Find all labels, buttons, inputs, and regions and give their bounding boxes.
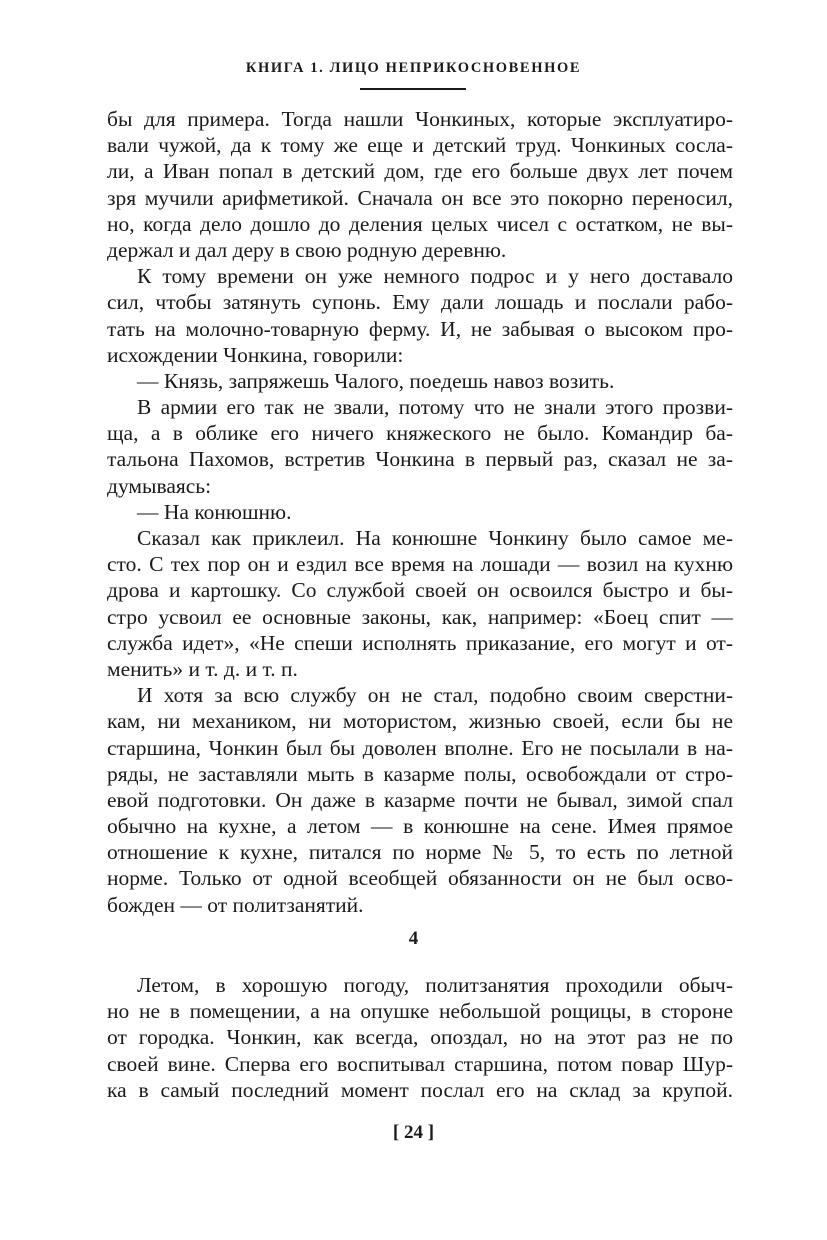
text-line: менить» и т. д. и т. п. [107,656,298,681]
text-line: старшина, Чонкин был бы доволен вполне. Его не посылали в на- [107,735,733,760]
text-line: кам, ни механиком, ни мотористом, жизнью своей, если бы не [107,709,733,734]
text-line: И хотя за всю службу он не стал, подобно своим сверстни- [137,683,733,708]
text-line: божден — от политзанятий. [107,892,364,917]
text-line: В армии его так не звали, потому что не знали этого прозви- [137,395,733,420]
text-line: держал и дал деру в свою родную деревню. [107,237,507,262]
text-line: Летом, в хорошую погоду, политзанятия проходили обыч- [137,973,733,997]
text-line: норме. Только от одной всеобщей обязанности он не был осво- [107,866,733,891]
running-title: КНИГА 1. ЛИЦО НЕПРИКОСНОВЕННОЕ [245,60,582,76]
text-line: сил, чтобы затянуть супонь. Ему дали лошадь и послали рабо- [107,290,733,315]
text-line: исхождении Чонкина, говорили: [107,342,404,367]
text-line: обычно на кухне, а летом — в конюшне на сене. Имея прямое [107,814,733,839]
text-line: евой подготовки. Он даже в казарме почти не бывал, зимой спал [107,787,733,812]
text-line: стро усвоил ее основные законы, как, например: «Боец спит — [107,604,733,629]
text-line: тальона Пахомов, встретив Чонкина в первый раз, сказал не за- [107,447,733,472]
text-line: ряды, не заставляли мыть в казарме полы, освобождали от стро- [107,761,733,786]
text-line: ка в самый последний момент послал его на склад за крупой. [107,1077,733,1102]
text-line: — На конюшню. [137,499,292,524]
body-text-section-1 [107,106,733,918]
text-line: К тому времени он уже немного подрос и у него доставало [137,264,733,289]
text-line: сто. С тех пор он и ездил все время на лошади — возил на кухню [107,552,733,577]
page-number: [ 24 ] [392,1122,435,1143]
text-line: ща, а в облике его ничего княжеского не было. Командир ба- [107,421,733,446]
text-line: Сказал как приклеил. На конюшне Чонкину было самое ме- [137,526,733,550]
text-line: зря мучили арифметикой. Сначала он все это покорно переносил, [107,185,733,210]
chapter-number: 4 [408,928,419,949]
text-line: ли, а Иван попал в детский дом, где его больше двух лет почем [107,159,733,184]
text-line: вали чужой, да к тому же еще и детский труд. Чонкиных сосла- [107,133,733,158]
text-line: тать на молочно-товарную ферму. И, не забывая о высоком про- [107,316,733,341]
text-line: отношение к кухне, питался по норме № 5, то есть по летной [107,840,733,865]
text-line: но не в помещении, а на опушке небольшой рощицы, в стороне [107,999,733,1024]
body-text-section-2 [107,972,733,1103]
text-line: думываясь: [107,473,212,498]
text-line: от городка. Чонкин, как всегда, опоздал, но на этот раз не по [107,1025,733,1050]
text-line: бы для примера. Тогда нашли Чонкиных, которые эксплуатиро- [107,107,733,131]
header-rule [360,88,466,90]
text-line: служба идет», «Не спеши исполнять приказание, его могут и от- [107,630,733,655]
text-line: — Князь, запряжешь Чалого, поедешь навоз возить. [137,368,615,393]
text-line: дрова и картошку. Со службой своей он освоился быстро и бы- [107,578,733,603]
text-line: но, когда дело дошло до деления целых чисел с остатком, не вы- [107,211,733,236]
text-line: своей вине. Сперва его воспитывал старшина, потом повар Шур- [107,1051,733,1076]
